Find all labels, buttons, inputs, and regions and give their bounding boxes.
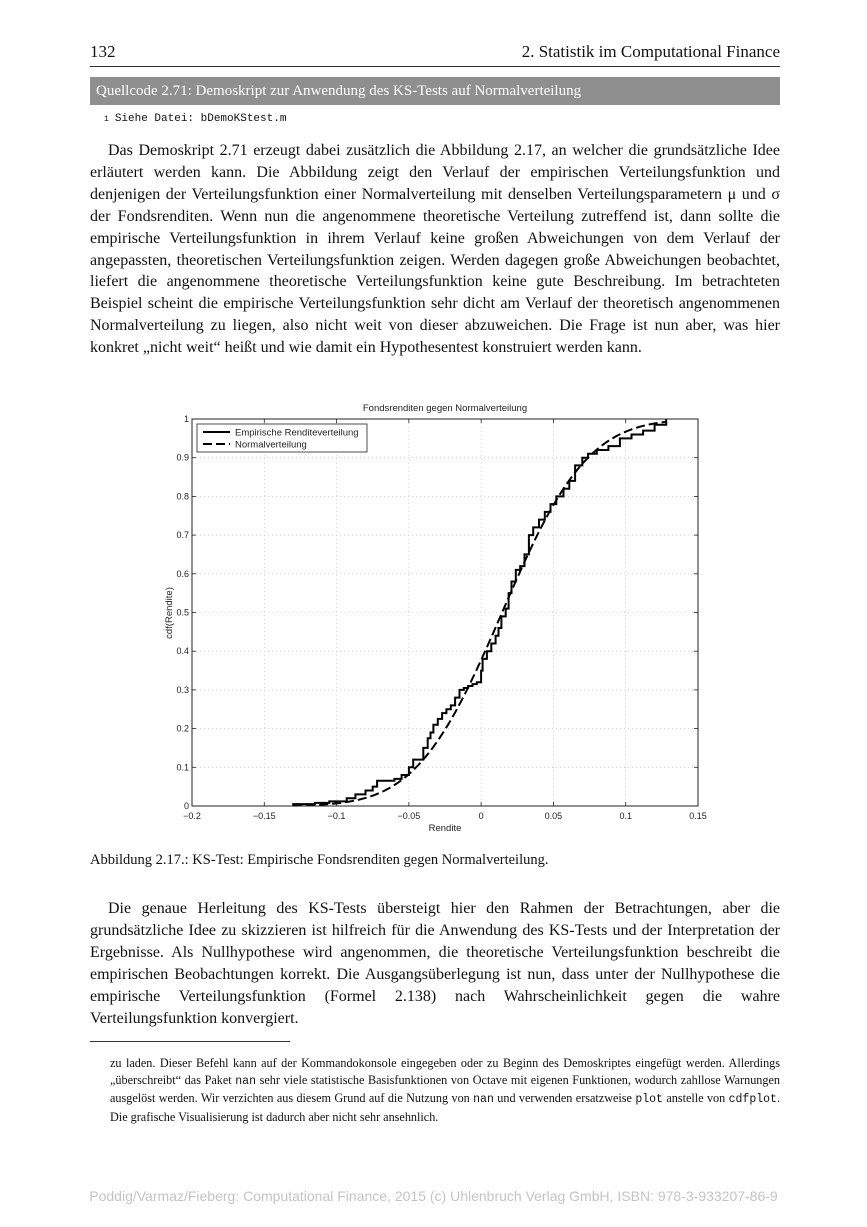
- code-text: Siehe Datei: bDemoKStest.m: [114, 113, 287, 125]
- chapter-title: 2. Statistik im Computational Finance: [521, 42, 780, 61]
- cdf-chart: [0, 395, 867, 845]
- chart-ticks: [176, 414, 706, 821]
- paragraph-2-text: Die genaue Herleitung des KS-Tests übersteigt hier den Rahmen der Betrachtungen, aber die grundsätzliche Idee zu skizzieren ist hilfreich für die Anwendung des KS-Tests und der Interpretation der Ergebnisse. Als Nullhypothese wird angenommen, die theoretische Verteilungsfunktion beschreibt die empirischen Beobachtungen korrekt. Die Ausgangsüberlegung ist nun, dass unter der Nullhypothese die empirische Verteilungsfunktion (Formel 2.138) nach Wahrscheinlichkeit gegen die wahre Verteilungsfunktion konvergiert.: [90, 900, 780, 1027]
- footnote-code: nan: [235, 1075, 256, 1089]
- footnote-code: plot: [635, 1093, 663, 1107]
- footnote: [110, 1055, 780, 1126]
- y-tick-label: 0.1: [176, 762, 189, 773]
- series-empirical-line: [293, 419, 666, 806]
- y-tick-label: 0.4: [176, 646, 189, 657]
- footnote-rule: [90, 1041, 290, 1042]
- footnote-text: . Die grafische Visualisierung ist dadurch aber nicht sehr ansehnlich.: [110, 1091, 780, 1124]
- footnote-text: und verwenden ersatzweise: [493, 1091, 636, 1106]
- y-tick-label: 1: [183, 414, 189, 424]
- y-tick-label: 0.9: [176, 452, 189, 463]
- copyright-watermark: Poddig/Varmaz/Fieberg: Computational Finance, 2015 (c) Uhlenbruch Verlag GmbH, ISBN: 978-3-933207-86-9: [89, 1188, 778, 1204]
- code-listing: [104, 113, 286, 125]
- page-number: 132: [90, 42, 116, 61]
- y-tick-label: 0.8: [176, 491, 189, 502]
- y-tick-label: 0.5: [176, 607, 189, 618]
- page-header: [90, 40, 780, 67]
- footnote-text: sehr viele statistische Basisfunktionen von Octave mit eigenen Funktionen, wodurch zahllose Warnungen ausgelöst werden. Wir verzichten aus diesem Grund auf die Nutzung von: [110, 1073, 780, 1106]
- chart-legend: [197, 424, 367, 452]
- paragraph-1: [90, 140, 780, 359]
- y-tick-label: 0: [183, 801, 189, 811]
- y-tick-label: 0.2: [176, 723, 189, 734]
- paragraph-1-text: Das Demoskript 2.71 erzeugt dabei zusätzlich die Abbildung 2.17, an welcher die grundsätzliche Idee erläutert werden kann. Die Abbildung zeigt den Verlauf der empirischen Verteilungsfunktion und denjenigen der Verteilungsfunktion einer Normalverteilung mit denselben Verteilungsparametern μ und σ der Fondsrenditen. Wenn nun die angenommene theoretische Verteilung zutreffend ist, dann sollte die empirische Verteilungsfunktion in ihrem Verlauf keine großen Abweichungen von dem Verlauf der angepassten, theoretischen Verteilungsfunktion zeigen. Werden dagegen große Abweichungen beobachtet, liefert die angenommene theoretische Verteilungsfunktion keine gute Beschreibung. Im betrachteten Beispiel scheint die empirische Verteilungsfunktion sehr dicht am Verlauf der theoretisch angenommenen Normalverteilung zu liegen, also nicht weit von dieser abzuweichen. Die Frage ist nun aber, was hier konkret „nicht weit“ heißt und wie damit ein Hypothesentest konstruiert werden kann.: [90, 142, 780, 357]
- x-tick-label: −0.1: [327, 811, 346, 821]
- x-tick-label: 0.1: [619, 811, 632, 821]
- chart-title: Fondsrenditen gegen Normalverteilung: [362, 403, 528, 414]
- x-tick-label: 0.05: [544, 811, 563, 821]
- footnote-text: zu laden. Dieser Befehl kann auf der Kommandokonsole eingegeben oder zu Beginn des Demoskriptes eingefügt werden. Allerdings „überschreibt“ das Paket: [110, 1056, 780, 1088]
- chart-series: [293, 419, 666, 806]
- x-tick-label: −0.05: [397, 811, 421, 821]
- footnote-text: anstelle von: [662, 1091, 729, 1106]
- footnote-code: nan: [473, 1093, 494, 1107]
- footnote-code: cdfplot: [728, 1093, 777, 1107]
- x-tick-label: −0.2: [183, 811, 201, 821]
- y-tick-label: 0.7: [176, 530, 189, 541]
- series-normal-line: [293, 422, 666, 806]
- code-line-number: 1: [104, 115, 109, 124]
- x-tick-label: 0.15: [689, 811, 707, 821]
- figure-caption: Abbildung 2.17.: KS-Test: Empirische Fondsrenditen gegen Normalverteilung.: [90, 852, 549, 868]
- listing-title: Quellcode 2.71: Demoskript zur Anwendung des KS-Tests auf Normalverteilung: [90, 77, 780, 105]
- x-tick-label: 0: [478, 811, 484, 821]
- y-axis-label: cdf(Rendite): [164, 587, 175, 639]
- paragraph-2: [90, 898, 780, 1029]
- y-tick-label: 0.6: [176, 568, 189, 579]
- chart-grid: [192, 419, 698, 806]
- x-tick-label: −0.15: [252, 811, 276, 821]
- x-axis-label: Rendite: [428, 823, 462, 834]
- y-tick-label: 0.3: [176, 684, 189, 695]
- legend-label-empirical: Empirische Renditeverteilung: [235, 427, 359, 439]
- legend-label-normal: Normalverteilung: [235, 439, 307, 451]
